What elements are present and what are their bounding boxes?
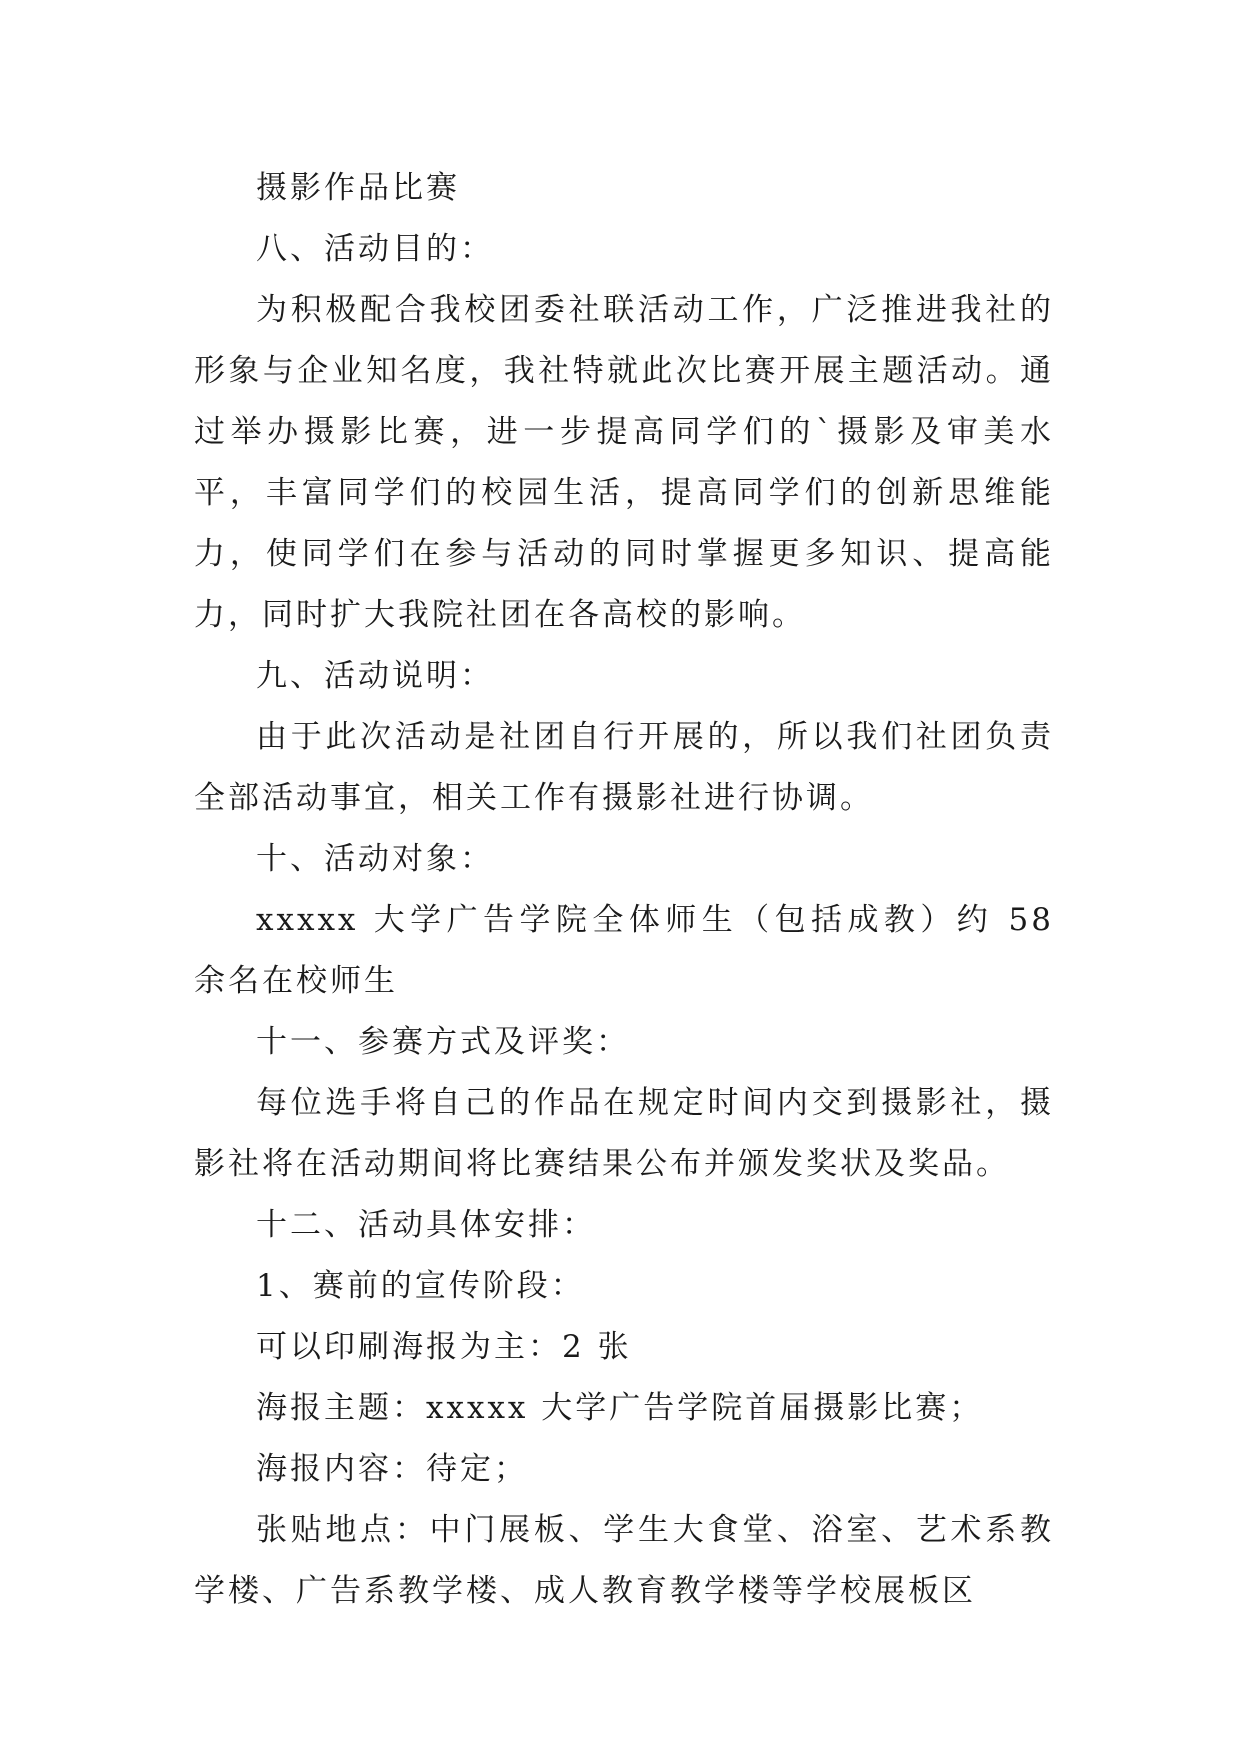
heading-promotion-stage: 1、赛前的宣传阶段：	[256, 1268, 585, 1304]
heading-description: 九、活动说明：	[256, 658, 494, 694]
document-body	[194, 158, 1054, 1622]
heading-purpose: 八、活动目的：	[256, 231, 494, 267]
paragraph-participation: 每位选手将自己的作品在规定时间内交到摄影社，摄影社将在活动期间将比赛结果公布并颁发奖状及奖品。	[194, 1085, 1054, 1182]
paragraph-audience: xxxxx 大学广告学院全体师生（包括成教）约 58 余名在校师生	[194, 902, 1054, 999]
heading-schedule: 十二、活动具体安排：	[256, 1207, 596, 1243]
paragraph-description: 由于此次活动是社团自行开展的，所以我们社团负责全部活动事宜，相关工作有摄影社进行协调。	[194, 719, 1054, 816]
paragraph-poster-count: 可以印刷海报为主：2 张	[256, 1329, 632, 1365]
paragraph-title: 摄影作品比赛	[256, 170, 460, 206]
heading-audience: 十、活动对象：	[256, 841, 494, 877]
paragraph-poster-content: 海报内容：待定；	[256, 1451, 528, 1487]
paragraph-purpose: 为积极配合我校团委社联活动工作，广泛推进我社的形象与企业知名度，我社特就此次比赛开展主题活动。通过举办摄影比赛，进一步提高同学们的`摄影及审美水平，丰富同学们的校园生活，提高同学们的创新思维能力，使同学们在参与活动的同时掌握更多知识、提高能力，同时扩大我院社团在各高校的影响。	[194, 292, 1054, 633]
paragraph-poster-locations: 张贴地点：中门展板、学生大食堂、浴室、艺术系教学楼、广告系教学楼、成人教育教学楼等学校展板区	[194, 1512, 1054, 1609]
heading-participation: 十一、参赛方式及评奖：	[256, 1024, 630, 1060]
paragraph-poster-theme: 海报主题：xxxxx 大学广告学院首届摄影比赛；	[256, 1390, 984, 1426]
